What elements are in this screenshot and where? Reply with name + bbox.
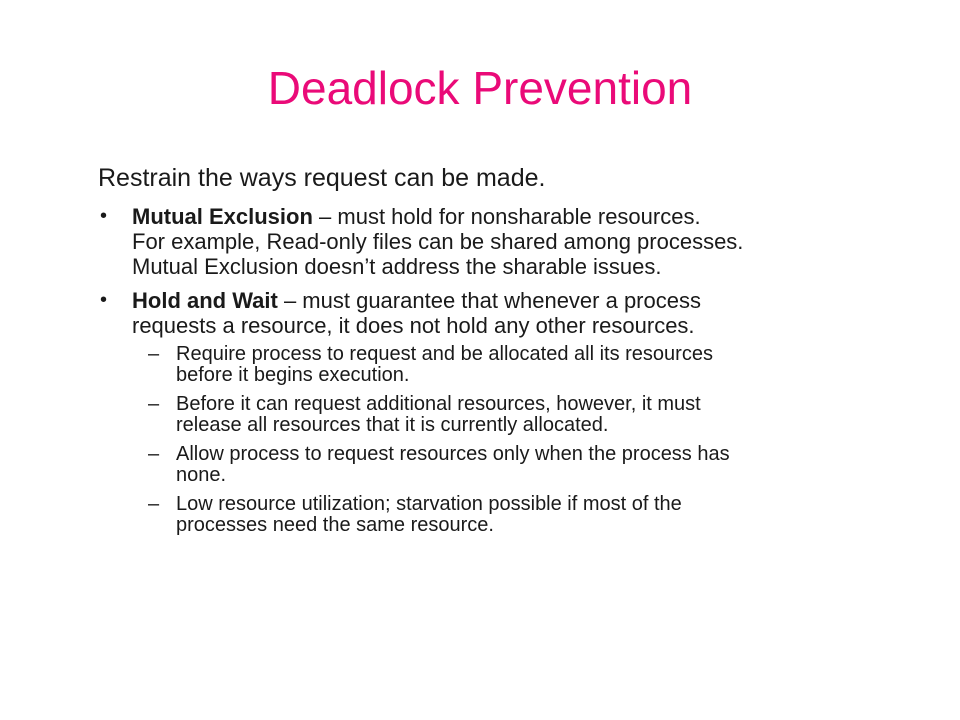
bullet-line-text: – must hold for nonsharable resources. [312,204,701,229]
slide-title: Deadlock Prevention [267,62,693,114]
bullet-line [132,288,872,313]
bullet-text [132,288,872,338]
sub-bullet-line: Before it can request additional resources, however, it must [176,393,701,415]
bullet-line [132,204,872,229]
dash-icon: – [148,443,160,465]
bullet-line: requests a resource, it does not hold any other resources. [132,313,695,338]
sub-bullet-line: Require process to request and be allocated all its resources [176,343,713,365]
bullet-icon: • [100,205,108,227]
intro-text: Restrain the ways request can be made. [98,164,546,192]
sub-bullet-line: before it begins execution. [176,364,410,386]
bullet-line: For example, Read-only files can be shared among processes. [132,229,744,254]
bullet-line: Mutual Exclusion doesn’t address the sharable issues. [132,254,662,279]
bullet-text [132,204,872,279]
sub-bullet-line: Low resource utilization; starvation possible if most of the [176,493,682,515]
sub-bullet-text [176,394,856,436]
bullet-term: Mutual Exclusion [132,204,313,229]
sub-bullet-text [176,344,856,386]
sub-bullet-text [176,444,856,486]
bullet-icon: • [100,289,108,311]
dash-icon: – [148,493,160,515]
sub-bullet-line: release all resources that it is currently allocated. [176,414,609,436]
dash-icon: – [148,393,160,415]
bullet-term: Hold and Wait [132,288,278,313]
sub-bullet-text [176,494,856,536]
sub-bullet-line: none. [176,464,227,486]
bullet-line-text: – must guarantee that whenever a process [277,288,701,313]
dash-icon: – [148,343,160,365]
sub-bullet-line: Allow process to request resources only when the process has [176,443,730,465]
sub-bullet-line: processes need the same resource. [176,514,494,536]
